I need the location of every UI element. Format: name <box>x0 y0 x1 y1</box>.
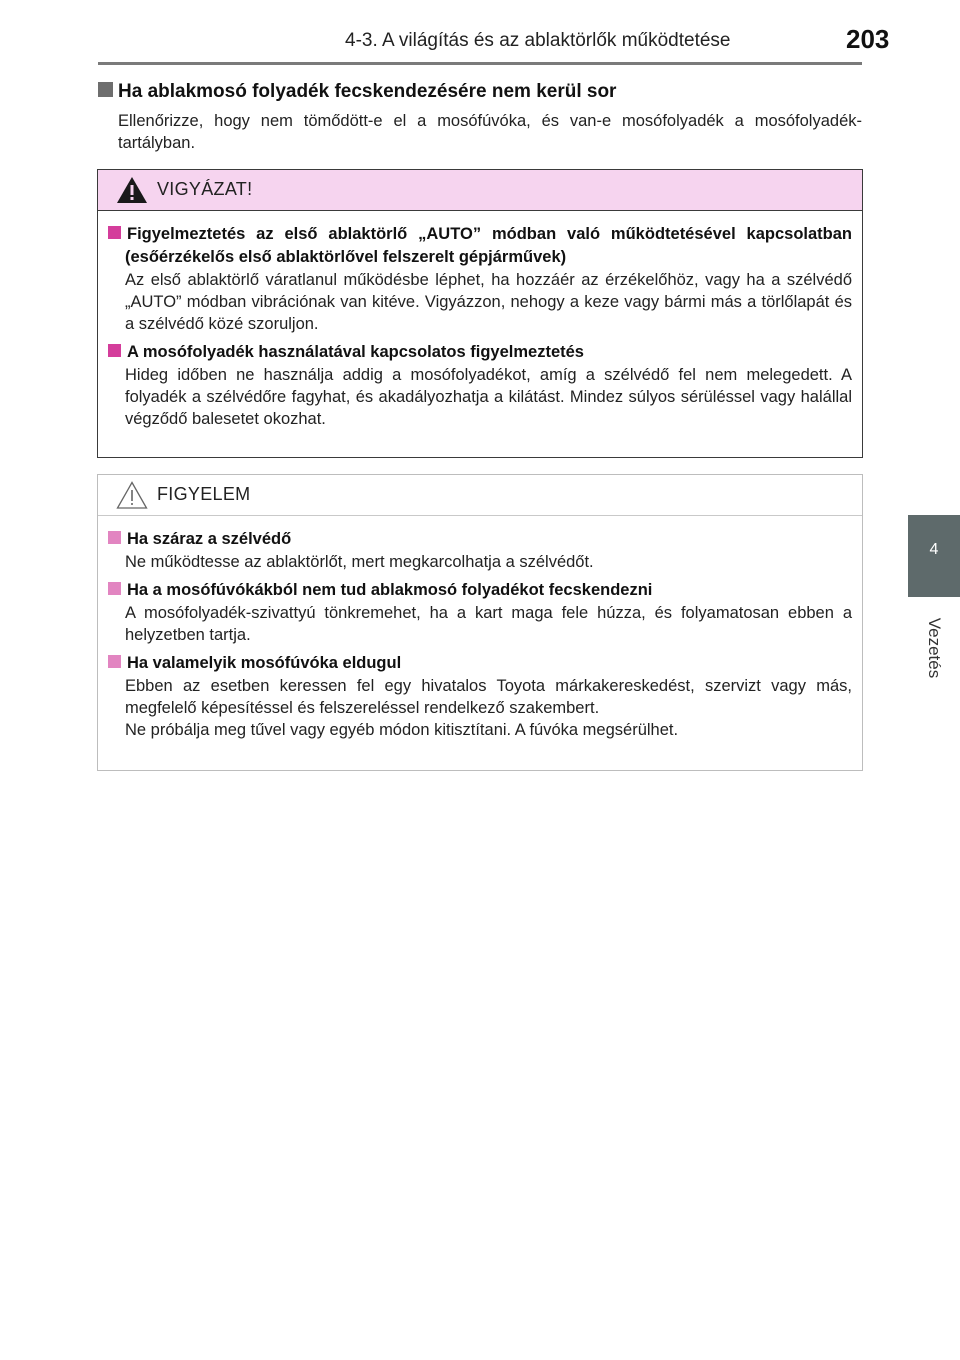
page-number: 203 <box>846 24 890 54</box>
caution-triangle-icon <box>115 480 149 510</box>
washer-section <box>98 80 862 154</box>
warning-box-header <box>98 170 862 211</box>
warning-item <box>108 341 852 430</box>
bullet-square-icon <box>108 582 121 595</box>
bullet-square-icon <box>98 82 113 97</box>
side-label <box>908 606 960 690</box>
warning-item-body: Az első ablaktörlő váratlanul működésbe léphet, ha hozzáér az érzékelőhöz, vagy ha a szélvédő „AUTO” módban vibrációnak van kitéve. Vigyázzon, nehogy a keze vagy bármi más a törlőlapát és a szélvédő közé szoruljon. <box>125 271 852 333</box>
notice-item-heading: Ha száraz a szélvédő <box>108 528 852 551</box>
notice-item-heading: Ha valamelyik mosófúvóka eldugul <box>108 652 852 675</box>
notice-item-heading: Ha a mosófúvókákból nem tud ablakmosó folyadékot fecskendezni <box>108 579 852 602</box>
notice-box-title: FIGYELEM <box>157 484 251 504</box>
notice-item-body: A mosófolyadék-szivattyú tönkremehet, ha a kart maga fele húzza, és folyamatosan ebben a helyzetben tartja. <box>125 604 852 644</box>
bullet-square-icon <box>108 226 121 239</box>
notice-item-body-line: Ebben az esetben keressen fel egy hivatalos Toyota márkakereskedést, szervizt vagy más, megfelelő képesítéssel és felszereléssel rendelkező szakembert. <box>125 677 852 717</box>
warning-box-title: VIGYÁZAT! <box>157 179 253 199</box>
chapter-title: 4-3. A világítás és az ablaktörlők működtetése <box>345 30 731 51</box>
notice-item-body <box>108 675 852 741</box>
warning-item-heading: A mosófolyadék használatával kapcsolatos figyelmeztetés <box>108 341 852 364</box>
warning-triangle-icon <box>115 175 149 205</box>
warning-box <box>97 169 863 458</box>
bullet-square-icon <box>108 655 121 668</box>
bullet-square-icon <box>108 531 121 544</box>
notice-item <box>108 579 852 646</box>
notice-item-body-line: Ne próbálja meg tűvel vagy egyéb módon kitisztítani. A fúvóka megsérülhet. <box>125 721 679 739</box>
notice-item <box>108 652 852 741</box>
warning-box-content <box>98 211 862 430</box>
warning-item <box>108 223 852 335</box>
bullet-square-icon <box>108 344 121 357</box>
notice-box-header <box>98 475 862 516</box>
section-body: Ellenőrizze, hogy nem tömődött-e el a mosófúvóka, és van-e mosófolyadék a mosófolyadék-tartályban. <box>118 112 862 152</box>
page-header <box>0 0 960 60</box>
notice-item <box>108 528 852 573</box>
warning-item-heading: Figyelmeztetés az első ablaktörlő „AUTO” módban való működtetésével kapcsolatban (esőérzékelős első ablaktörlővel felszerelt gépjárművek) <box>108 223 852 269</box>
notice-item-body: Ne működtesse az ablaktörlőt, mert megkarcolhatja a szélvédőt. <box>125 553 594 571</box>
chapter-side-tab[interactable] <box>908 515 960 597</box>
notice-box-content <box>98 516 862 741</box>
warning-item-body: Hideg időben ne használja addig a mosófolyadékot, amíg a szélvédő fel nem melegedett. A folyadék a szélvédőre fagyhat, és akadályozhatja a kilátást. Mindez súlyos sérüléssel vagy halállal végződő balesetet okozhat. <box>125 366 852 428</box>
section-heading: Ha ablakmosó folyadék fecskendezésére nem kerül sor <box>98 80 862 104</box>
header-rule <box>98 62 862 65</box>
notice-box <box>97 474 863 771</box>
side-label-text: Vezetés <box>925 617 944 679</box>
side-tab-number: 4 <box>929 541 939 558</box>
